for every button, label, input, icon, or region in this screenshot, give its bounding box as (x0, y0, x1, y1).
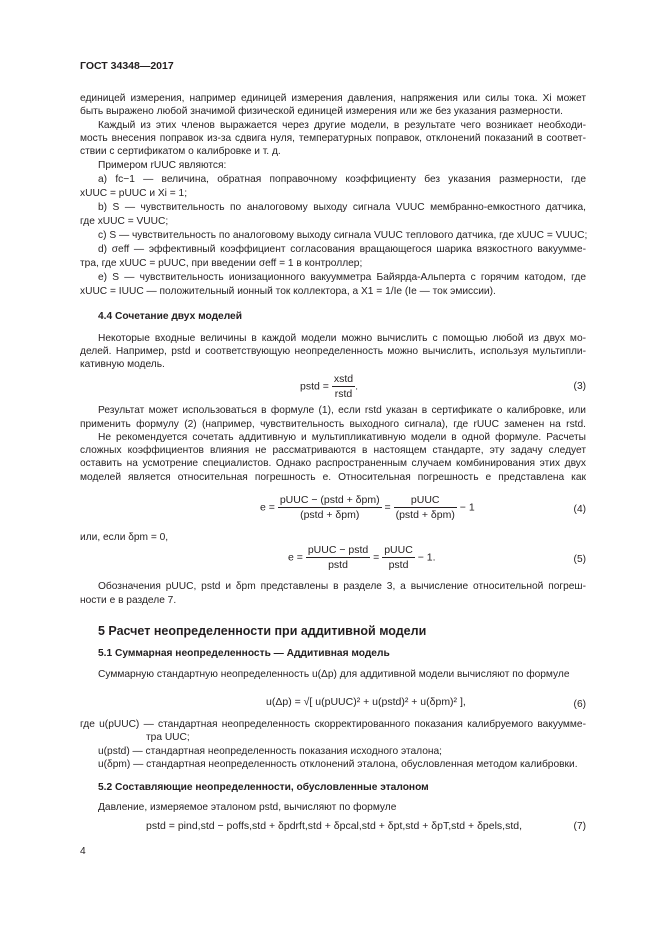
text-line: быть выражено любой значимой физической единицей измерения или же без указания размерности. (80, 106, 564, 117)
section-heading: 4.4 Сочетание двух моделей (98, 311, 242, 322)
equation-number: (6) (573, 699, 586, 710)
definition-line: u(δpm) — стандартная неопределенность отклонений эталона, обусловленная методом калибровки. (98, 759, 578, 770)
text-line: кативную модель. (80, 359, 165, 370)
text-line: Давление, измеряемое эталоном pstd, вычисляют по формуле (98, 802, 397, 813)
text-line: Примером rUUC являются: (98, 160, 227, 171)
text-line: Не рекомендуется сочетать аддитивную и мультипликативную модели в одной формуле. Расчеты (98, 432, 586, 443)
list-item: a) fc−1 — величина, обратная поправочному коэффициенту без указания размерности, где (98, 174, 586, 185)
text-line: Результат может использоваться в формуле (1), если rstd указан в сертификате о калибровке, или (98, 405, 586, 416)
subsection-heading: 5.2 Составляющие неопределенности, обусловленные эталоном (98, 782, 429, 793)
text-line: Суммарную стандартную неопределенность u(Δp) для аддитивной модели вычисляют по формуле (98, 669, 570, 680)
document-header: ГОСТ 34348—2017 (80, 60, 174, 72)
equation-3: pstd = $\frac{\text{xstd}}{\text{rstd}}$ . (300, 373, 359, 400)
page-number: 4 (80, 846, 86, 857)
list-item: c) S — чувствительность по аналоговому выходу сигнала VUUC теплового датчика, где xUUC = VUUC; (98, 230, 588, 241)
text-line: сложных коэффициентов влияния не рассматриваются в настоящем стандарте, эту задачу следует (80, 445, 586, 456)
equation-number: (7) (573, 821, 586, 832)
equation-number: (3) (573, 381, 586, 392)
text-line: Некоторые входные величины в каждой модели можно вычислить с помощью любой из двух мо- (98, 333, 586, 344)
text-line: моделей является относительная погрешность e. Относительная погрешность e представлена как (80, 472, 586, 483)
equation-7: pstd = pind,std − poffs,std + δpdrft,std + δpcal,std + δpt,std + δpT,std + δpels,std, (146, 820, 523, 832)
text-line: или, если δpm = 0, (80, 532, 169, 543)
list-item: xUUC = IUUC — положительный ионный ток коллектора, а X1 = 1/Ie (Ie — ток эмиссии). (80, 286, 496, 297)
text-line: Каждый из этих членов выражается через другие модели, в результате чего возникает необходи- (98, 120, 586, 131)
section-heading: 5 Расчет неопределенности при аддитивной модели (98, 624, 427, 638)
definition-line: u(pstd) — стандартная неопределенность показания исходного эталона; (98, 746, 443, 757)
text-line: оставить на усмотрение специалистов. Однако распространенным случаем комбинирования этих двух (80, 458, 586, 469)
equation-6: u(Δp) = √[ u(pUUC)² + u(pstd)² + u(δpm)² ], (266, 696, 466, 708)
text-line: применить формулу (2) (например, чувствительность выходного сигнала), где rUUC заменен на rstd. (80, 419, 586, 430)
list-item: xUUC = pUUC и Xi = 1; (80, 188, 188, 199)
equation-number: (4) (573, 504, 586, 515)
equation-4: e = $\frac{\text{pUUC − (pstd + δpm)}}{\text{(pstd + δpm)}}$ = $\frac{\text{pUUC}}{\text{(pstd + δpm)}}$ − 1 (260, 494, 475, 521)
text-line: Обозначения pUUC, pstd и δpm представлены в разделе 3, а вычисление относительной погреш- (98, 581, 586, 592)
equation-number: (5) (573, 554, 586, 565)
list-item: b) S — чувствительность по аналоговому выходу сигнала VUUC мембранно-емкостного датчика, (98, 202, 586, 213)
definition-line: тра UUC; (146, 732, 190, 743)
list-item: где xUUC = VUUC; (80, 216, 169, 227)
list-item: тра, где xUUC = pUUC, при введении σeff = 1 в контроллер; (80, 258, 363, 269)
list-item: e) S — чувствительность ионизационного вакуумметра Байярда-Альперта с горячим катодом, где (98, 272, 586, 283)
text-line: делей. Например, pstd и соответствующую неопределенность можно вычислить, используя мультипли- (80, 346, 586, 357)
text-line: ности e в разделе 7. (80, 595, 177, 606)
text-line: единицей измерения, например единицей измерения давления, напряжения или силы тока. Xi может (80, 93, 586, 104)
text-line: ствии с сертификатом о калибровке и т. д. (80, 146, 281, 157)
subsection-heading: 5.1 Суммарная неопределенность — Аддитивная модель (98, 648, 390, 659)
list-item: d) σeff — эффективный коэффициент согласования вращающегося шарика вязкостного вакуумме- (98, 244, 586, 255)
definition-line: где u(pUUC) — стандартная неопределенность скорректированного показания калибруемого вакуумме- (80, 719, 586, 730)
text-line: мость внесения поправок из-за сдвига нуля, температурных поправок, отклонений показаний в соответ- (80, 133, 586, 144)
equation-5: e = $\frac{\text{pUUC − pstd}}{\text{pstd}}$ = $\frac{\text{pUUC}}{\text{pstd}}$ − 1. (288, 544, 436, 571)
